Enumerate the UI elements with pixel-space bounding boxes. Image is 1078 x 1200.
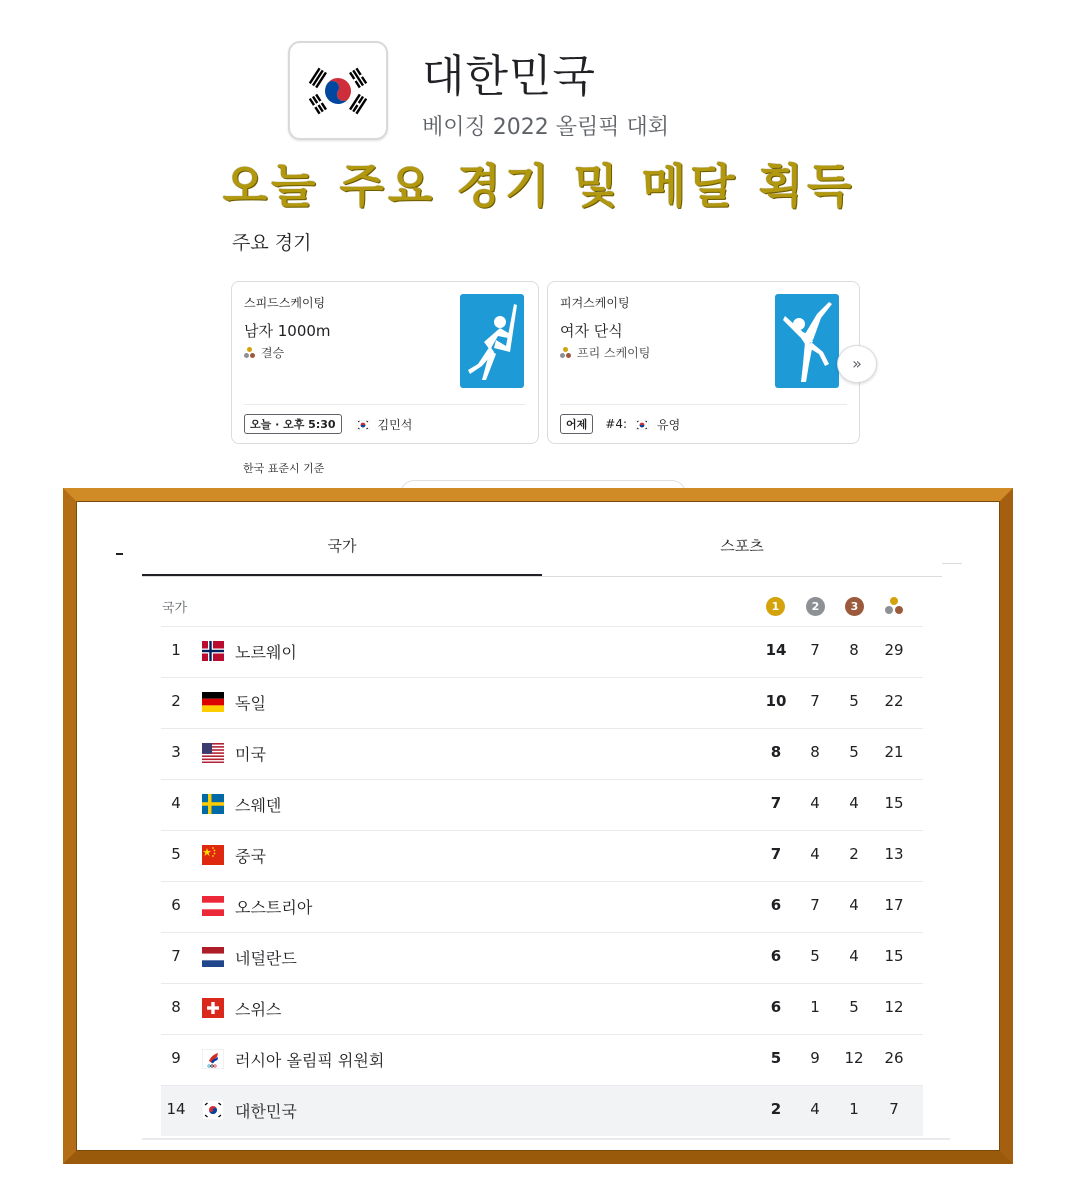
gold-count: 8 (770, 743, 782, 761)
korea-flag-icon (635, 419, 649, 429)
medal-event-icon (244, 347, 256, 359)
table-row[interactable] (161, 1085, 923, 1136)
tab-sports[interactable]: 스포츠 (720, 537, 764, 555)
country-name: 스웨덴 (235, 796, 282, 815)
silver-count: 4 (810, 1100, 820, 1118)
country-name: 네덜란드 (235, 949, 297, 968)
silver-count: 7 (810, 641, 820, 659)
silver-medal-icon: 2 (806, 597, 825, 616)
event-name: 남자 1000m (244, 322, 331, 340)
country-name: 스위스 (235, 1000, 282, 1019)
medal-event-icon (560, 347, 572, 359)
silver-count: 7 (810, 896, 820, 914)
medal-tabs (142, 520, 942, 578)
column-header-country: 국가 (162, 601, 188, 616)
silver-count: 5 (810, 947, 820, 965)
tab-country[interactable]: 국가 (142, 520, 542, 577)
page-title: 대한민국 (422, 51, 597, 102)
switzerland-flag-icon (202, 998, 224, 1018)
bronze-count: 4 (849, 947, 859, 965)
germany-flag-icon (202, 692, 224, 712)
country-name: 오스트리아 (235, 898, 313, 917)
usa-flag-icon (202, 743, 224, 763)
event-name: 여자 단식 (560, 322, 623, 340)
roc-flag-icon (202, 1049, 224, 1069)
country-name: 노르웨이 (235, 643, 297, 662)
bronze-count: 5 (849, 743, 859, 761)
event-stage: 프리 스케이팅 (560, 344, 650, 361)
silver-count: 7 (810, 692, 820, 710)
bronze-count: 8 (849, 641, 859, 659)
gold-count: 2 (770, 1100, 782, 1118)
gold-count: 14 (765, 641, 787, 659)
rank-cell: 6 (171, 896, 181, 914)
country-name: 러시아 올림픽 위원회 (235, 1051, 385, 1070)
athlete-name: 유영 (657, 417, 681, 432)
bronze-count: 4 (849, 896, 859, 914)
athlete-number: #4: (605, 417, 627, 431)
austria-flag-icon (202, 896, 224, 916)
table-row[interactable] (161, 983, 923, 1034)
korea-flag-icon (356, 419, 370, 429)
sweden-flag-icon (202, 794, 224, 814)
gold-count: 6 (770, 947, 782, 965)
table-row[interactable] (161, 881, 923, 932)
event-stage: 결승 (244, 344, 284, 361)
time-chip: 오늘 · 오후 5:30 (244, 414, 342, 434)
gold-count: 5 (770, 1049, 782, 1067)
gold-count: 6 (770, 998, 782, 1016)
silver-count: 4 (810, 845, 820, 863)
china-flag-icon (202, 845, 224, 865)
banner-caption: 오늘 주요 경기 및 메달 획득 (222, 159, 856, 213)
key-events-title: 주요 경기 (232, 232, 312, 254)
gold-count: 10 (765, 692, 787, 710)
event-sport: 스피드스케이팅 (244, 296, 326, 310)
table-row[interactable] (161, 677, 923, 728)
silver-count: 8 (810, 743, 820, 761)
speed-skating-pictogram (460, 294, 524, 388)
medal-table-rows (161, 626, 923, 1136)
total-count: 15 (884, 794, 904, 812)
total-count: 26 (884, 1049, 904, 1067)
table-row[interactable] (161, 728, 923, 779)
event-footer (244, 414, 412, 434)
country-name: 독일 (235, 694, 266, 713)
total-count: 12 (884, 998, 904, 1016)
event-card-figure-skating[interactable] (547, 281, 860, 444)
rank-cell: 5 (171, 845, 181, 863)
rank-cell: 9 (171, 1049, 181, 1067)
total-count: 17 (884, 896, 904, 914)
norway-flag-icon (202, 641, 224, 661)
rank-cell: 4 (171, 794, 181, 812)
silver-count: 4 (810, 794, 820, 812)
rank-cell: 8 (171, 998, 181, 1016)
total-count: 22 (884, 692, 904, 710)
country-flag-tile (288, 41, 388, 140)
dash-mark (116, 553, 123, 555)
netherlands-flag-icon (202, 947, 224, 967)
rank-cell: 1 (171, 641, 181, 659)
gold-count: 6 (770, 896, 782, 914)
total-count: 15 (884, 947, 904, 965)
country-name: 중국 (235, 847, 266, 866)
table-row[interactable] (161, 932, 923, 983)
athlete-name: 김민석 (377, 417, 413, 432)
bronze-count: 5 (849, 692, 859, 710)
rank-cell: 2 (171, 692, 181, 710)
gold-medal-icon: 1 (766, 597, 785, 616)
silver-count: 9 (810, 1049, 820, 1067)
bronze-count: 4 (849, 794, 859, 812)
games-subtitle[interactable]: 베이징 2022 올림픽 대회 (422, 115, 669, 140)
event-sport: 피겨스케이팅 (560, 296, 630, 310)
event-footer (560, 414, 680, 434)
total-count: 21 (884, 743, 904, 761)
next-events-button[interactable] (837, 345, 877, 383)
bronze-count: 1 (849, 1100, 859, 1118)
country-name: 미국 (235, 745, 266, 764)
silver-count: 1 (810, 998, 820, 1016)
total-count: 29 (884, 641, 904, 659)
table-row[interactable] (161, 626, 923, 677)
table-row[interactable] (161, 1034, 923, 1085)
timezone-note: 한국 표준시 기준 (243, 462, 325, 475)
rank-cell: 14 (166, 1100, 186, 1118)
bronze-medal-icon: 3 (845, 597, 864, 616)
gold-count: 7 (770, 845, 782, 863)
korea-flag-icon (302, 57, 374, 125)
total-count: 13 (884, 845, 904, 863)
total-medals-icon (884, 596, 904, 616)
time-chip: 어제 (560, 414, 593, 434)
total-count: 7 (889, 1100, 899, 1118)
event-card-speed-skating[interactable] (231, 281, 539, 444)
bronze-count: 2 (849, 845, 859, 863)
rank-cell: 7 (171, 947, 181, 965)
rank-cell: 3 (171, 743, 181, 761)
figure-skating-pictogram (775, 294, 839, 388)
country-name: 대한민국 (235, 1102, 297, 1121)
bronze-count: 12 (844, 1049, 864, 1067)
korea-flag-icon (202, 1100, 224, 1120)
bronze-count: 5 (849, 998, 859, 1016)
table-row[interactable] (161, 779, 923, 830)
table-row[interactable] (161, 830, 923, 881)
chevron-right-double-icon: » (852, 354, 862, 373)
gold-count: 7 (770, 794, 782, 812)
